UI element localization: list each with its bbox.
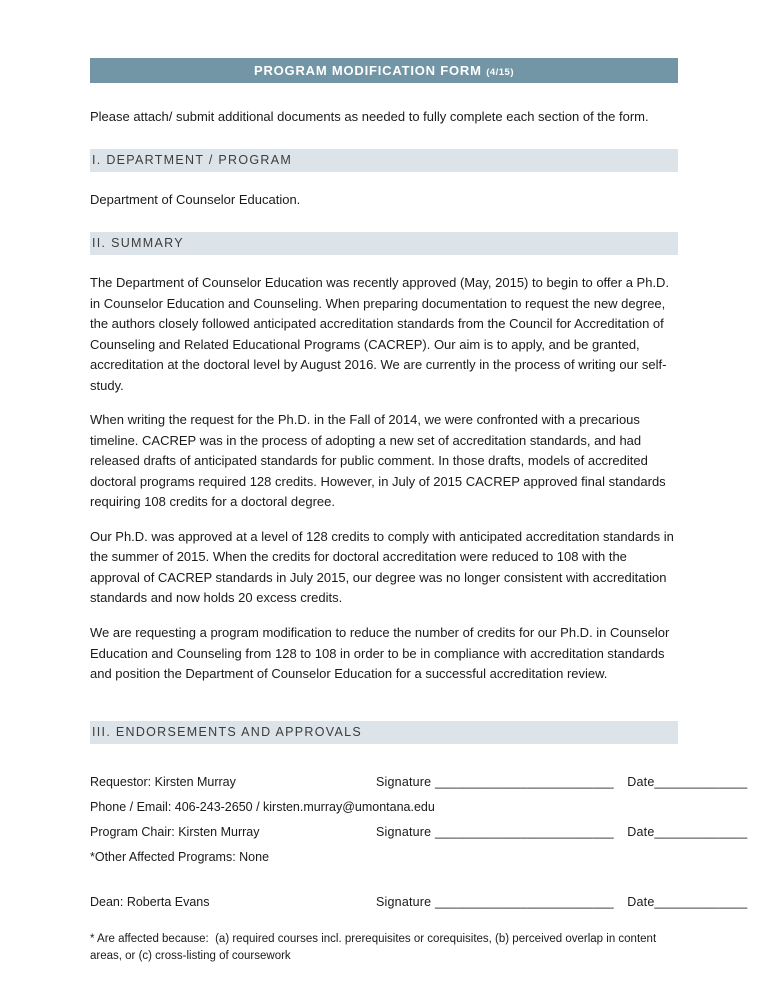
section-heading-summary: II. SUMMARY (90, 232, 678, 255)
program-chair-signature-block (376, 820, 747, 845)
form-title-bar (90, 58, 678, 83)
signature-line: Signature _________________________ (376, 824, 614, 839)
signature-line: Signature _________________________ (376, 894, 614, 909)
approvals-block (90, 770, 748, 915)
form-title-version: (4/15) (486, 67, 515, 78)
approval-row-other-programs (90, 845, 678, 870)
summary-paragraph-2: When writing the request for the Ph.D. in the Fall of 2014, we were confronted with a precarious timeline. CACREP was in the process of adopting a new set of accreditation standards, and had released drafts of anticipated standards for public comment. In those drafts, models of accredited doctoral programs required 128 credits. However, in July of 2015 CACREP approved final standards requiring 108 credits for a doctoral degree. (90, 412, 666, 510)
summary-paragraph-3: Our Ph.D. was approved at a level of 128 credits to comply with anticipated accreditation standards in the summer of 2015. When the credits for doctoral accreditation were reduced to 108 with the approval of CACREP standards in July 2015, our degree was no longer consistent with accreditation standards and now holds 20 excess credits. (90, 528, 674, 606)
section-heading-endorsements: III. ENDORSEMENTS AND APPROVALS (90, 721, 678, 744)
footnote-text: * Are affected because: (a) required courses incl. prerequisites or corequisites, (b) perceived overlap in content areas, or (c) cross-listing of coursework (90, 932, 660, 962)
intro-text: Please attach/ submit additional documents as needed to fully complete each section of the form. (90, 109, 649, 124)
approval-row-dean (90, 890, 748, 915)
department-body: Department of Counselor Education. (90, 191, 301, 207)
spacer (90, 870, 678, 890)
other-programs-label: *Other Affected Programs: None (90, 849, 270, 864)
program-chair-label: Program Chair: Kirsten Murray (90, 824, 260, 839)
date-line: Date_____________ (627, 894, 748, 909)
approval-row-phone-email (90, 795, 678, 820)
dean-signature-block (376, 890, 747, 915)
dean-label: Dean: Roberta Evans (90, 894, 210, 909)
date-line: Date_____________ (627, 824, 748, 839)
date-line: Date_____________ (627, 774, 748, 789)
requestor-label: Requestor: Kirsten Murray (90, 774, 236, 789)
approval-row-requestor (90, 770, 748, 795)
section-heading-department: I. DEPARTMENT / PROGRAM (90, 149, 678, 172)
summary-paragraph-1: The Department of Counselor Education was recently approved (May, 2015) to begin to offer a Ph.D. in Counselor Education and Counseling. When preparing documentation to request the new degree, the authors closely followed anticipated accreditation standards from the Council for Accreditation of Counseling and Related Educational Programs (CACREP). Our aim is to apply, and be granted, accreditation at the doctoral level by August 2016. We are currently in the process of writing our self-study. (90, 275, 670, 393)
phone-email-label: Phone / Email: 406-243-2650 / kirsten.murray@umontana.edu (90, 799, 435, 814)
signature-line: Signature _________________________ (376, 774, 614, 789)
approval-row-program-chair (90, 820, 748, 845)
summary-paragraph-4: We are requesting a program modification to reduce the number of credits for our Ph.D. in Counselor Education and Counseling from 128 to 108 in order to be in compliance with accreditation standards and position the Department of Counselor Education for a successful accreditation review. (90, 625, 670, 682)
requestor-signature-block (376, 770, 747, 795)
form-title: PROGRAM MODIFICATION FORM (253, 63, 482, 78)
